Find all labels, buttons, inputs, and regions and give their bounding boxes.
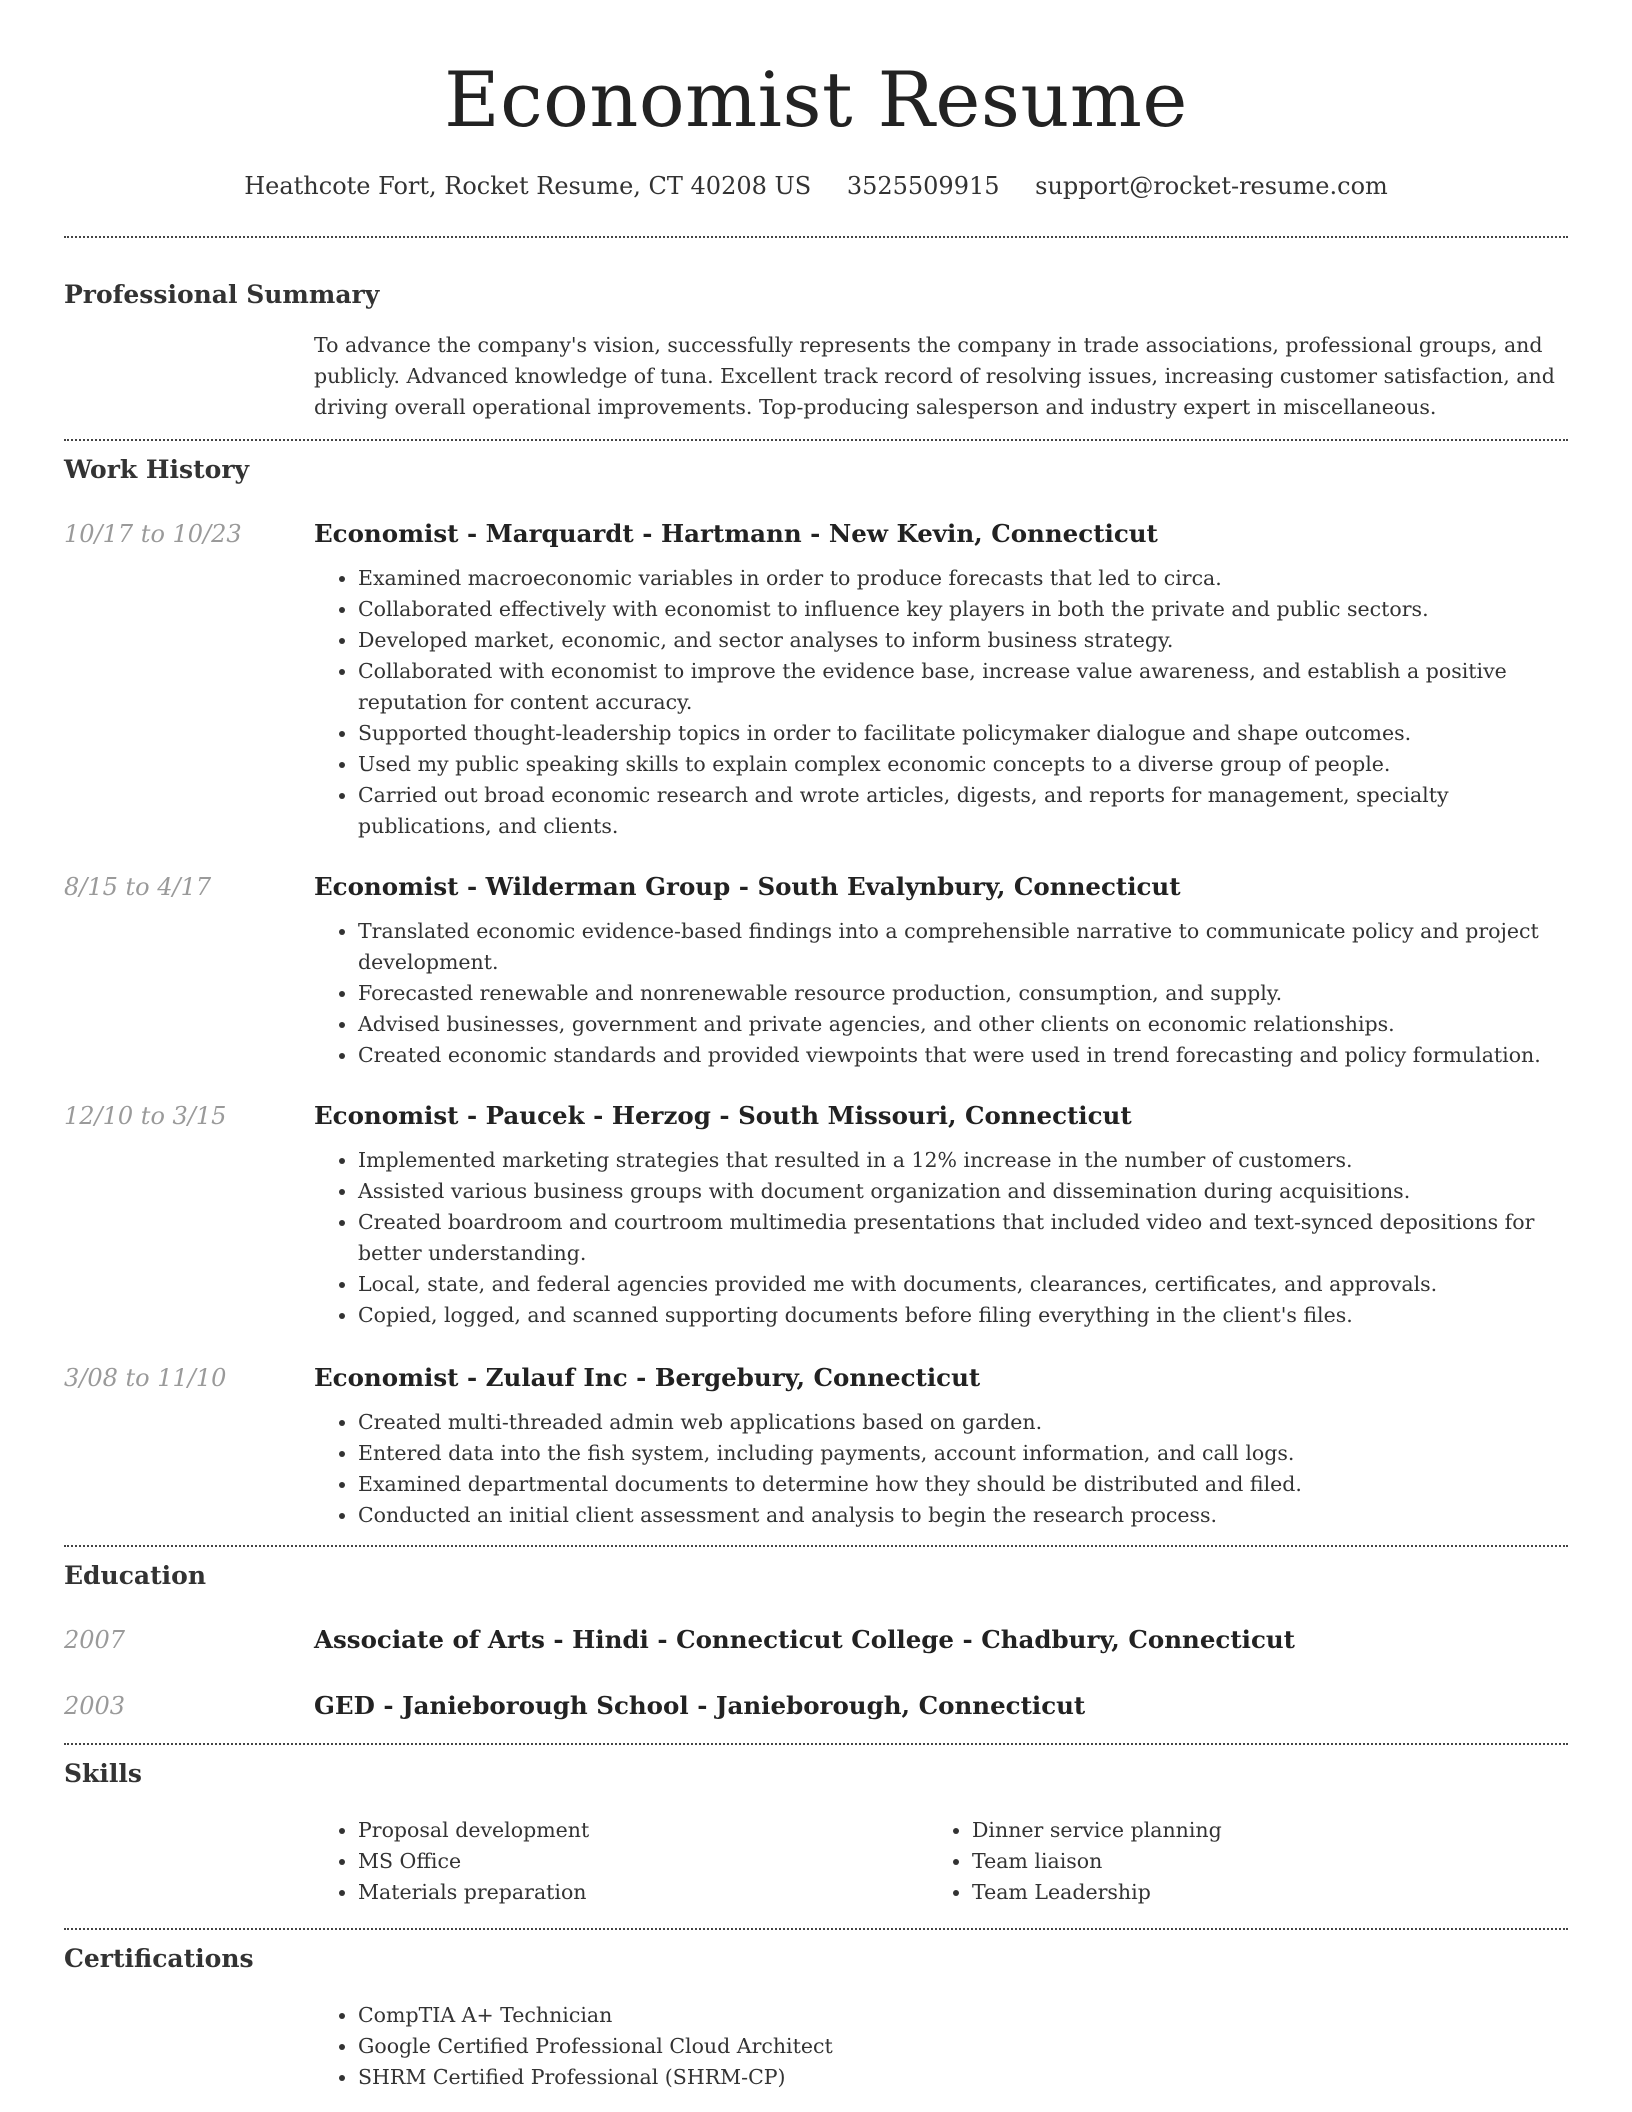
contact-address: Heathcote Fort, Rocket Resume, CT 40208 US xyxy=(244,172,812,200)
work-bullet: • Collaborated with economist to improve the evidence base, increase value awareness, and establish a positive reputation for content accuracy. xyxy=(358,656,1568,718)
work-bullet: • Conducted an initial client assessment and analysis to begin the research process. xyxy=(358,1500,1568,1531)
resume-page xyxy=(64,0,1568,2093)
skill-item: • Team liaison xyxy=(972,1846,1542,1877)
work-entry xyxy=(64,1361,1568,1531)
work-bullet: • Forecasted renewable and nonrenewable resource production, consumption, and supply. xyxy=(358,978,1568,1009)
education-year: 2003 xyxy=(64,1692,126,1720)
work-heading: Economist - Wilderman Group - South Evalynbury, Connecticut xyxy=(314,872,1181,901)
work-heading: Economist - Marquardt - Hartmann - New Kevin, Connecticut xyxy=(314,519,1158,548)
work-bullet: • Developed market, economic, and sector analyses to inform business strategy. xyxy=(358,625,1568,656)
section-divider xyxy=(64,1545,1568,1547)
work-bullet: • Created multi-threaded admin web applications based on garden. xyxy=(358,1407,1568,1438)
skill-item: • Team Leadership xyxy=(972,1877,1542,1908)
section-divider xyxy=(64,1743,1568,1745)
education-entry-body xyxy=(314,1689,1568,1723)
certification-item: • CompTIA A+ Technician xyxy=(358,2000,1568,2031)
work-entry-body xyxy=(314,870,1568,1071)
work-bullets xyxy=(314,1145,1568,1331)
work-bullet: • Used my public speaking skills to explain complex economic concepts to a diverse group of people. xyxy=(358,749,1568,780)
skills-right-list xyxy=(928,1815,1542,1908)
work-dates: 10/17 to 10/23 xyxy=(64,520,242,548)
education-heading: Associate of Arts - Hindi - Connecticut College - Chadbury, Connecticut xyxy=(314,1625,1295,1654)
section-divider xyxy=(64,1928,1568,1930)
work-bullet: • Supported thought-leadership topics in order to facilitate policymaker dialogue and shape outcomes. xyxy=(358,718,1568,749)
education-entry xyxy=(64,1623,1568,1657)
contact-phone: 3525509915 xyxy=(846,172,1000,200)
work-bullet: • Translated economic evidence-based findings into a comprehensible narrative to communicate policy and project development. xyxy=(358,916,1568,978)
work-entry xyxy=(64,870,1568,1071)
skill-item: • MS Office xyxy=(358,1846,928,1877)
work-bullets xyxy=(314,563,1568,842)
work-heading: Economist - Paucek - Herzog - South Missouri, Connecticut xyxy=(314,1101,1132,1130)
contact-line xyxy=(64,168,1568,204)
work-entry-body xyxy=(314,1099,1568,1331)
work-bullet: • Local, state, and federal agencies provided me with documents, clearances, certificates, and approvals. xyxy=(358,1269,1568,1300)
certifications-list xyxy=(314,2000,1568,2093)
summary-text: To advance the company's vision, successfully represents the company in trade associations, professional groups, and publicly. Advanced knowledge of tuna. Excellent track record of resolving issues, increasing customer satisfaction, and driving overall operational improvements. Top-producing salesperson and industry expert in miscellaneous. xyxy=(314,333,1555,419)
skill-item: • Dinner service planning xyxy=(972,1815,1542,1846)
certifications-section-title: Certifications xyxy=(64,1944,254,1973)
work-bullet: • Implemented marketing strategies that resulted in a 12% increase in the number of customers. xyxy=(358,1145,1568,1176)
work-bullet: • Created boardroom and courtroom multimedia presentations that included video and text-synced depositions for better understanding. xyxy=(358,1207,1568,1269)
work-bullet: • Collaborated effectively with economist to influence key players in both the private and public sectors. xyxy=(358,594,1568,625)
skills-section-title: Skills xyxy=(64,1759,142,1788)
education-section-title: Education xyxy=(64,1561,207,1590)
work-bullet: • Assisted various business groups with document organization and dissemination during acquisitions. xyxy=(358,1176,1568,1207)
section-divider xyxy=(64,439,1568,441)
work-list xyxy=(64,517,1568,1545)
work-entry xyxy=(64,517,1568,842)
section-divider xyxy=(64,236,1568,238)
work-bullet: • Copied, logged, and scanned supporting documents before filing everything in the client's files. xyxy=(358,1300,1568,1331)
education-year: 2007 xyxy=(64,1626,126,1654)
work-entry-body xyxy=(314,1361,1568,1531)
work-bullet: • Examined departmental documents to determine how they should be distributed and filed. xyxy=(358,1469,1568,1500)
education-heading: GED - Janieborough School - Janieborough, Connecticut xyxy=(314,1691,1086,1720)
work-heading: Economist - Zulauf Inc - Bergebury, Connecticut xyxy=(314,1363,981,1392)
certification-item: • SHRM Certified Professional (SHRM-CP) xyxy=(358,2062,1568,2093)
resume-title: Economist Resume xyxy=(444,55,1188,144)
education-list xyxy=(64,1623,1568,1743)
work-bullet: • Carried out broad economic research and wrote articles, digests, and reports for management, specialty publications, and clients. xyxy=(358,780,1568,842)
work-bullet: • Advised businesses, government and private agencies, and other clients on economic relationships. xyxy=(358,1009,1568,1040)
summary-section-title: Professional Summary xyxy=(64,280,380,309)
work-bullets xyxy=(314,1407,1568,1531)
certification-item: • Google Certified Professional Cloud Architect xyxy=(358,2031,1568,2062)
work-dates: 3/08 to 11/10 xyxy=(64,1364,227,1392)
education-entry xyxy=(64,1689,1568,1723)
work-section-title: Work History xyxy=(64,455,250,484)
skill-item: • Proposal development xyxy=(358,1815,928,1846)
work-entry-body xyxy=(314,517,1568,842)
work-bullet: • Entered data into the fish system, including payments, account information, and call logs. xyxy=(358,1438,1568,1469)
work-bullet: • Examined macroeconomic variables in order to produce forecasts that led to circa. xyxy=(358,563,1568,594)
work-bullets xyxy=(314,916,1568,1071)
skill-item: • Materials preparation xyxy=(358,1877,928,1908)
certifications-list-wrap xyxy=(314,2000,1568,2093)
work-dates: 8/15 to 4/17 xyxy=(64,873,212,901)
work-entry xyxy=(64,1099,1568,1331)
work-dates: 12/10 to 3/15 xyxy=(64,1102,227,1130)
work-bullet: • Created economic standards and provided viewpoints that were used in trend forecasting and policy formulation. xyxy=(358,1040,1568,1071)
skills-columns xyxy=(314,1815,1568,1928)
contact-email: support@rocket-resume.com xyxy=(1035,172,1388,200)
skills-left-list xyxy=(314,1815,928,1908)
education-entry-body xyxy=(314,1623,1568,1657)
